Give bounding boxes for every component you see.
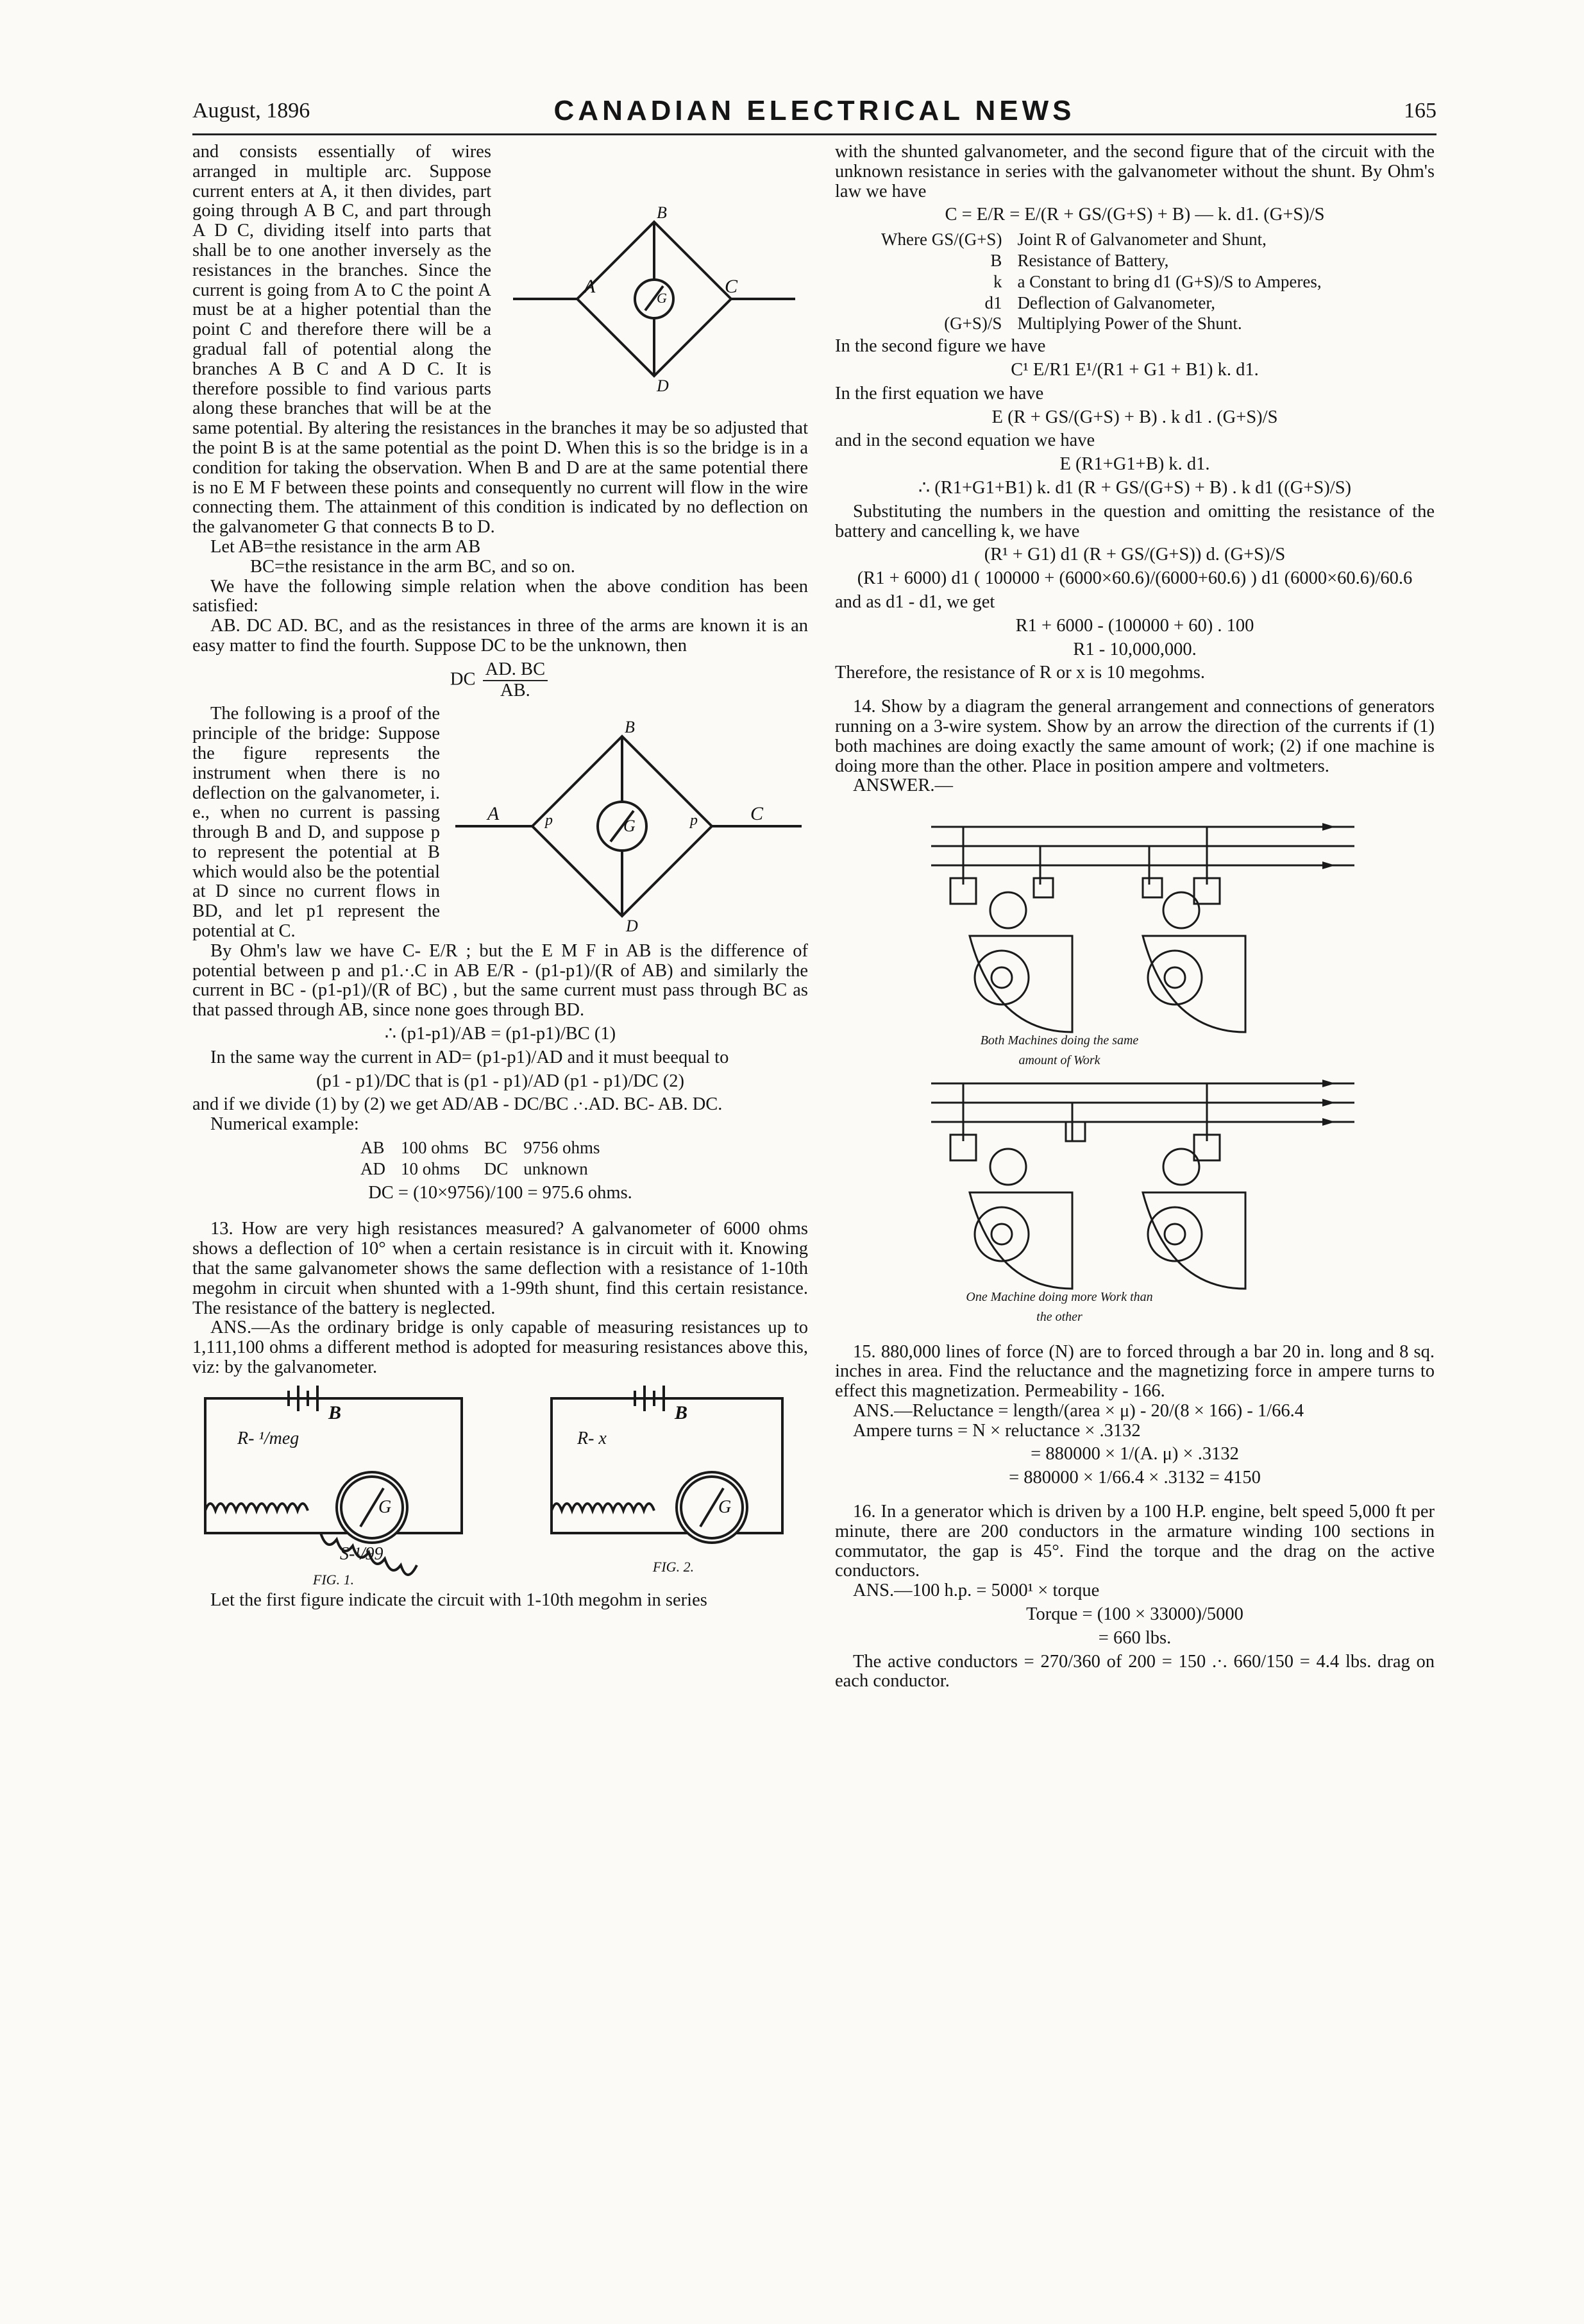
answer-16-torque-result: = 660 lbs. — [1098, 1627, 1172, 1648]
figure-1-caption: FIG. 1. — [312, 1571, 355, 1588]
figure-explanation: Let the first figure indicate the circuit with 1-10th megohm in series — [210, 1590, 707, 1611]
masthead — [192, 95, 1437, 135]
table-row: AB 100 ohms BC 9756 ohms — [360, 1138, 600, 1158]
answer-14-label: ANSWER.— — [853, 776, 953, 796]
first-equation-label: In the first equation we have — [835, 383, 1044, 403]
three-wire-system-diagrams — [912, 808, 1435, 1327]
resistance-conclusion: Therefore, the resistance of R or x is 10 megohms. — [835, 663, 1205, 683]
svg-text:G: G — [378, 1497, 392, 1517]
second-figure-label: In the second figure we have — [835, 336, 1046, 357]
result-equation-2: R1 - 10,000,000. — [1073, 639, 1197, 659]
table-row: (G+S)/S Multiplying Power of the Shunt. — [944, 314, 1242, 334]
ohms-law-equation: C = E/R = E/(R + GS/(G+S) + B) — k. d1. (G+S)/S — [945, 205, 1325, 225]
equation-2: (p1 - p1)/DC that is (p1 - p1)/AD (p1 - p1)/DC (2) — [316, 1071, 684, 1091]
svg-text:B: B — [625, 718, 635, 737]
figure-2-caption: FIG. 2. — [652, 1558, 695, 1575]
equation-dc: DC $\frac{AD. BC}{AB.}$ — [192, 660, 808, 701]
relation-intro: We have the following simple relation when the above condition has been satisfied: — [192, 576, 808, 616]
result-equation-1: R1 + 6000 - (100000 + 60) . 100 — [1015, 615, 1254, 636]
relation-paragraph: AB. DC AD. BC, and as the resistances in three of the arms are known it is an easy matter to find the fourth. Suppose DC to be the unknown, then — [192, 616, 808, 656]
second-equation-label: and in the second equation we have — [835, 430, 1095, 451]
current-ad-paragraph: In the same way the current in AD= (p1-p1)/AD and it must beequal to — [210, 1047, 729, 1067]
svg-text:C: C — [750, 803, 764, 825]
substitution-equation-1: (R¹ + G1) d1 (R + GS/(G+S)) d. (G+S)/S — [984, 545, 1286, 565]
svg-text:G: G — [623, 817, 636, 836]
fig1-shunt-label: S-¹/99 — [340, 1543, 383, 1564]
table-row: AD 10 ohms DC unknown — [360, 1158, 588, 1178]
issue-date: August, 1896 — [192, 99, 310, 123]
answer-16-torque: Torque = (100 × 33000)/5000 — [1026, 1604, 1243, 1625]
table-row: d1 Deflection of Galvanometer, — [984, 293, 1215, 312]
proof-paragraph: The following is a proof of the principle of the bridge: Suppose the figure represents the instrument when there is no deflection on the galvanometer, i. e., when no current is passing through B and D, and suppose p to represent the potential at B which would also be the potential at D since no current flows in BD, and let p1 represent the potential at C. — [192, 704, 440, 942]
division-paragraph: and if we divide (1) by (2) we get AD/AB - DC/BC .·.AD. BC- AB. DC. — [192, 1094, 723, 1115]
svg-text:D: D — [626, 917, 638, 936]
question-13: 13. How are very high resistances measured? A galvanometer of 6000 ohms shows a deflection of 10° when a certain resistance is in circuit with it. Knowing that the same galvanometer shows the same deflection with a resistance of 1-10th megohm in circuit when shunted with a 1-99th shunt, find this certain resistance. The resistance of the battery is neglected. — [192, 1219, 808, 1318]
combined-equation: ∴ (R1+G1+B1) k. d1 (R + GS/(G+S) + B) . k d1 ((G+S)/S) — [918, 477, 1352, 498]
diagram-caption-1: Both Machines doing the same amount of Work — [980, 1033, 1139, 1067]
question-14: 14. Show by a diagram the general arrangement and connections of generators running on a 3-wire system. Show by an arrow the direction of the currents if (1) both machines are doing exactly the same amount of work; (2) if one machine is doing more than the other. Place in position ampere and voltmeters. — [835, 697, 1435, 776]
svg-text:B: B — [657, 203, 667, 222]
svg-text:B: B — [328, 1402, 342, 1423]
bridge-intro-paragraph: and consists essentially of wires arranged in multiple arc. Suppose current enters at A, it then divides, part going through A B C, and part through A D C, dividing itself into parts that shall be to one another inversely as the resistances in the branches. Since the current is going from A to C the point A must be at a higher potential than the point C and therefore there will be a gradual fall of potential along the branches A B C and A D C. It is therefore possible to find various parts along these branches that will be at the same potential. By altering the resistances in the branches it may be so adjusted that the point B is at the same potential as the point D. When this is so the bridge is in a condition for taking the observation. When B and D are at the same potential there is no E M F between these points and consequently no current will flow in the wire connecting them. The attainment of this condition is indicated by no deflection on the galvanometer G that connects B to D. — [192, 142, 808, 538]
svg-text:D: D — [657, 377, 669, 395]
first-equation: E (R + GS/(G+S) + B) . k d1 . (G+S)/S — [991, 407, 1278, 427]
svg-text:A: A — [584, 276, 596, 297]
three-wire-generator-diagram — [912, 808, 1361, 1295]
galvanometer-figure-1 — [192, 1386, 475, 1590]
equation-1: ∴ (p1-p1)/AB = (p1-p1)/BC (1) — [384, 1024, 616, 1044]
definition-bc: BC=the resistance in the arm BC, and so on. — [250, 556, 575, 577]
page-number: 165 — [1404, 99, 1437, 123]
unshunted-galvanometer-circuit — [539, 1386, 808, 1578]
left-column — [192, 142, 808, 1611]
question-16: 16. In a generator which is driven by a 100 H.P. engine, belt speed 5,000 ft per minute, there are 200 conductors in the armature winding 100 sections in commutator, the gap is 45°. Find the torque and the drag on the active conductors. — [835, 1502, 1435, 1581]
svg-text:p: p — [690, 812, 698, 829]
bridge-diagram-2 — [449, 717, 808, 935]
table-row: k a Constant to bring d1 (G+S)/S to Amperes, — [993, 271, 1322, 291]
fig2-resistance-label: R- x — [577, 1428, 607, 1448]
answer-15-reluctance: ANS.—Reluctance = length/(area × μ) - 20/(8 × 166) - 1/66.4 — [853, 1400, 1304, 1421]
galvanometer-figure-2 — [539, 1386, 808, 1590]
svg-text:p: p — [545, 812, 553, 829]
substitution-paragraph: Substituting the numbers in the question and omitting the resistance of the battery and cancelling k, we have — [835, 501, 1435, 541]
right-column — [835, 142, 1435, 1692]
answer-16-drag: The active conductors = 270/360 of 200 = 150 .·. 660/150 = 4.4 lbs. drag on each conductor. — [835, 1651, 1435, 1692]
galvanometer-figures — [192, 1386, 808, 1590]
wheatstone-bridge-figure-2 — [449, 717, 808, 935]
answer-15-step-1: = 880000 × 1/(A. μ) × .3132 — [1031, 1444, 1239, 1464]
where-definitions — [873, 229, 1329, 334]
answer-16-hp: ANS.—100 h.p. = 5000¹ × torque — [853, 1581, 1100, 1601]
second-figure-equation: C¹ E/R1 E¹/(R1 + G1 + B1) k. d1. — [1011, 359, 1259, 380]
ohms-law-paragraph: By Ohm's law we have C- E/R ; but the E M F in AB is the difference of potential between p and p1.·.C in AB E/R - (p1-p1)/(R of AB) and similarly the current in BC - (p1-p1)/(R of BC) , but the same current must pass through BC as that passed through AB, since none goes through BD. — [192, 940, 808, 1021]
answer-15-step-2: = 880000 × 1/66.4 × .3132 = 4150 — [1009, 1468, 1261, 1488]
svg-text:G: G — [657, 290, 667, 306]
svg-text:A: A — [487, 803, 500, 825]
answer-15-ampere-turns: Ampere turns = N × reluctance × .3132 — [853, 1420, 1141, 1441]
substitution-equation-2: (R1 + 6000) d1 ( 100000 + (6000×60.6)/(6000+60.6) ) d1 (6000×60.6)/60.6 — [857, 568, 1413, 589]
equation-dc-result: DC = (10×9756)/100 = 975.6 ohms. — [368, 1182, 632, 1203]
shunted-galvanometer-circuit — [192, 1386, 475, 1578]
publication-title: CANADIAN ELECTRICAL NEWS — [553, 95, 1075, 126]
svg-text:C: C — [725, 276, 738, 297]
question-15: 15. 880,000 lines of force (N) are to forced through a bar 20 in. long and 8 sq. inches in area. Find the reluctance and the magnetizing force in ampere turns to effect this magnetization. Permeability - 166. — [835, 1341, 1435, 1402]
diagram-caption-2: One Machine doing more Work than the other — [966, 1289, 1153, 1324]
svg-text:G: G — [718, 1497, 732, 1517]
second-equation: E (R1+G1+B) k. d1. — [1059, 454, 1210, 475]
wheatstone-bridge-figure-1 — [500, 196, 808, 402]
table-row: Where GS/(G+S) Joint R of Galvanometer and Shunt, — [881, 230, 1267, 250]
answer-13: ANS.—As the ordinary bridge is only capable of measuring resistances up to 1,111,100 ohms a different method is adopted for measuring resistances above this, viz: by the galvanometer. — [192, 1318, 808, 1378]
bridge-diagram-1 — [500, 196, 808, 402]
definition-ab: Let AB=the resistance in the arm AB — [210, 536, 481, 557]
shunt-circuit-paragraph: with the shunted galvanometer, and the second figure that of the circuit with the unknown resistance in series with the galvanometer without the shunt. By Ohm's law we have — [835, 142, 1435, 201]
numerical-example-table — [353, 1137, 608, 1180]
table-row: B Resistance of Battery, — [990, 250, 1169, 270]
svg-text:B: B — [675, 1402, 688, 1423]
equal-deflection-label: and as d1 - d1, we get — [835, 591, 995, 612]
fig1-resistance-label: R- ¹/meg — [237, 1428, 299, 1448]
numerical-example-label: Numerical example: — [210, 1114, 359, 1135]
